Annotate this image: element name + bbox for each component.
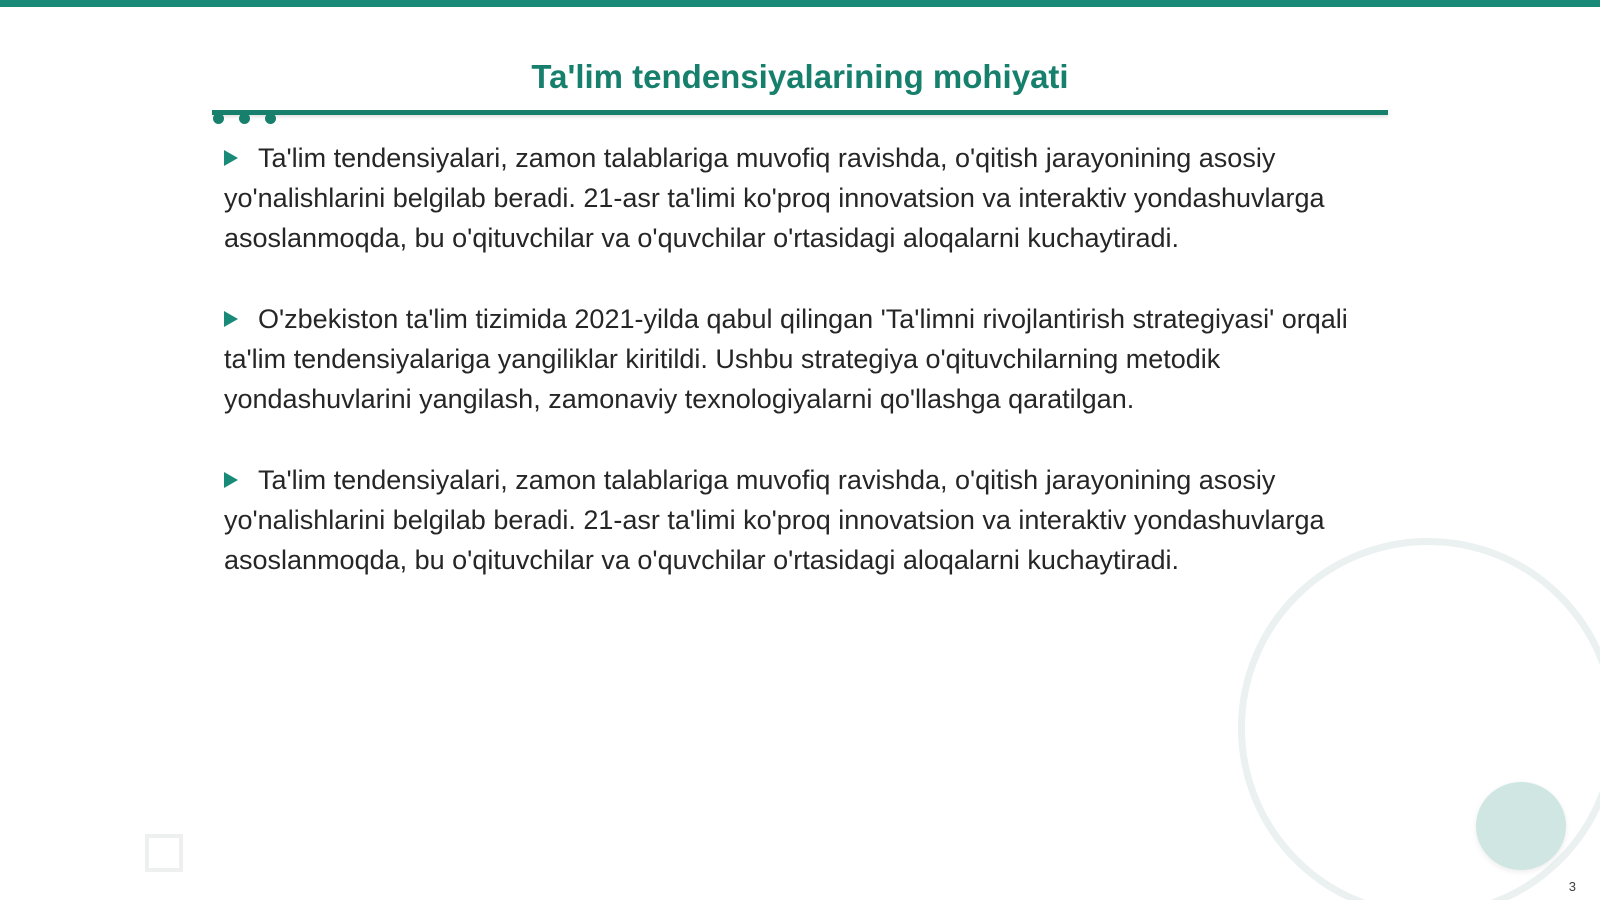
bullet-paragraph (224, 138, 1364, 258)
bullet-paragraph (224, 460, 1364, 580)
paragraph-text: O'zbekiston ta'lim tizimida 2021-yilda qabul qilingan 'Ta'limni rivojlantirish strategiyasi' orqali ta'lim tendensiyalariga yangiliklar kiritildi. Ushbu strategiya o'qituvchilarning metodik yondashuvlarini yangilash, zamonaviy texnologiyalarni qo'llashga qaratilgan. (224, 304, 1348, 414)
page-number: 3 (1568, 879, 1576, 894)
slide-body (224, 138, 1364, 621)
underline-dot (265, 113, 276, 124)
title-underline (212, 110, 1388, 115)
top-accent-bar (0, 0, 1600, 7)
triangle-right-icon (224, 150, 238, 166)
paragraph-text: Ta'lim tendensiyalari, zamon talablariga muvofiq ravishda, o'qitish jarayonining asosiy yo'nalishlarini belgilab beradi. 21-asr ta'limi ko'proq innovatsion va interaktiv yondashuvlarga asoslanmoqda, bu o'qituvchilar va o'quvchilar o'rtasidagi aloqalarni kuchaytiradi. (224, 465, 1325, 575)
paragraph-text: Ta'lim tendensiyalari, zamon talablariga muvofiq ravishda, o'qitish jarayonining asosiy yo'nalishlarini belgilab beradi. 21-asr ta'limi ko'proq innovatsion va interaktiv yondashuvlarga asoslanmoqda, bu o'qituvchilar va o'quvchilar o'rtasidagi aloqalarni kuchaytiradi. (224, 143, 1325, 253)
triangle-right-icon (224, 472, 238, 488)
underline-dot (239, 113, 250, 124)
slide-title: Ta'lim tendensiyalarining mohiyati (531, 58, 1069, 95)
decorative-circle (1476, 782, 1566, 870)
underline-dot (213, 113, 224, 124)
decorative-square (145, 834, 183, 872)
triangle-right-icon (224, 311, 238, 327)
bullet-paragraph (224, 299, 1364, 419)
